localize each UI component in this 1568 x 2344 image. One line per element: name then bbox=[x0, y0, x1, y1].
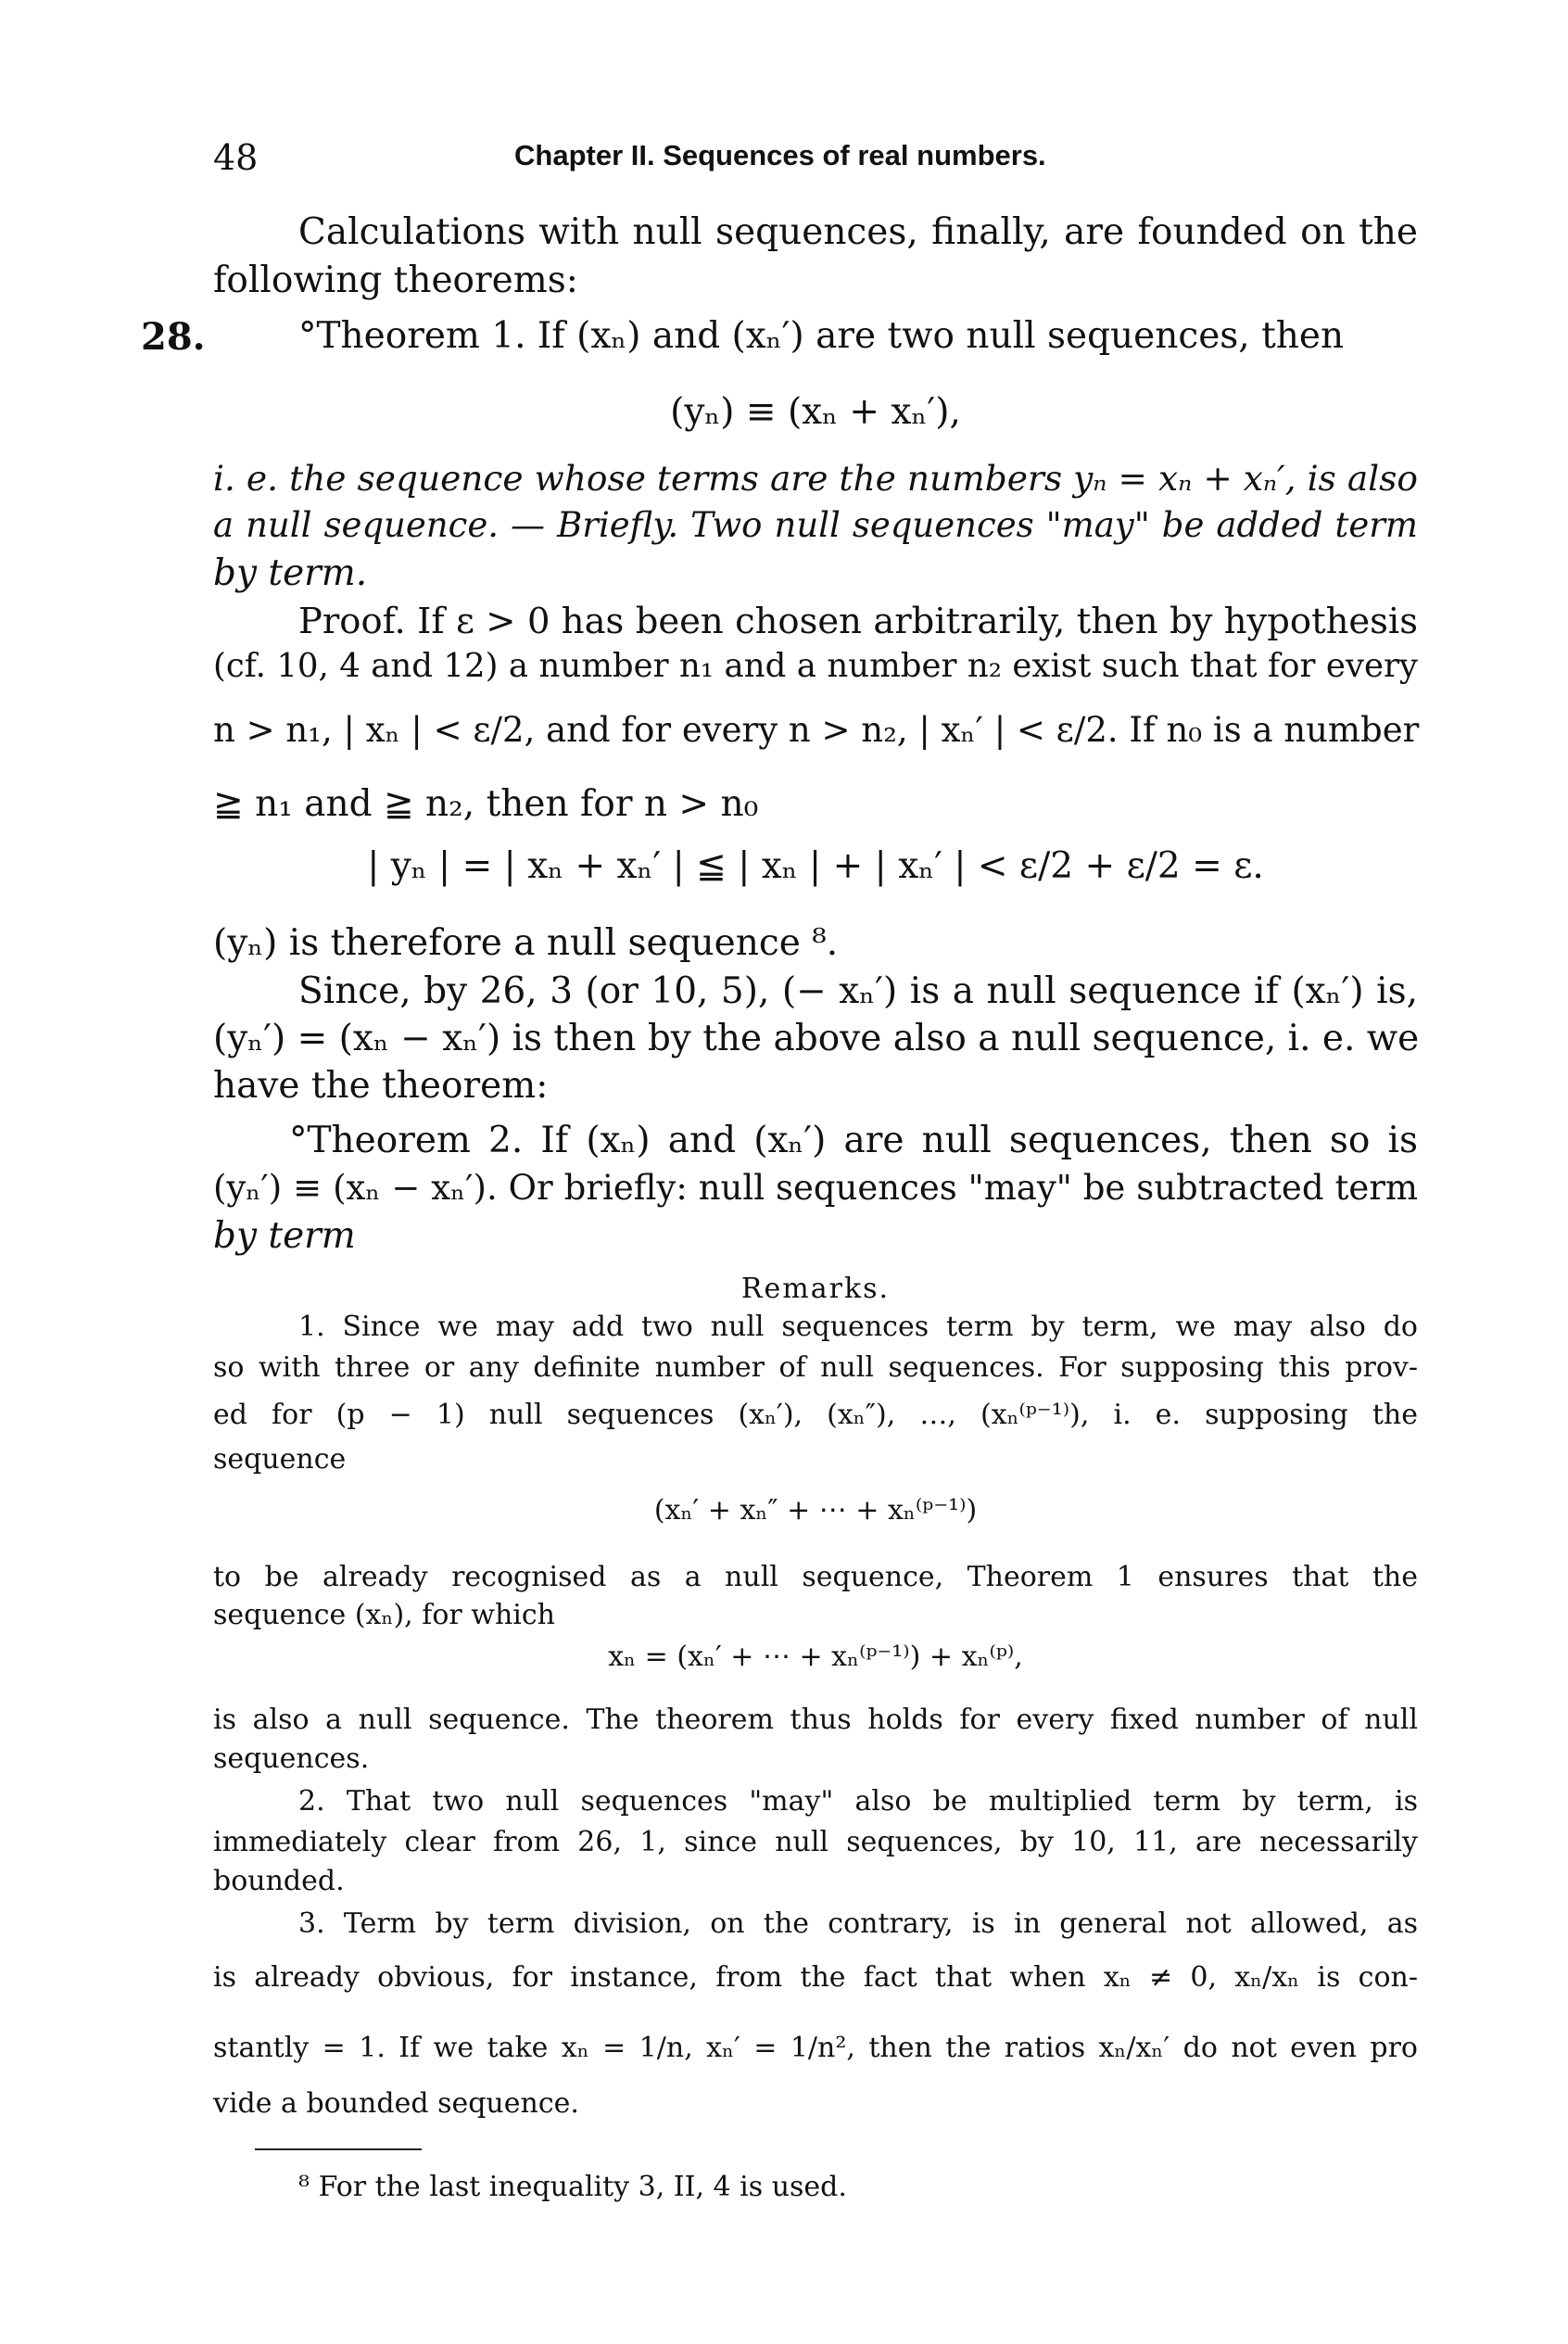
theorem2-line-3: by term bbox=[213, 1215, 356, 1257]
theorem1-formula: (yₙ) ≡ (xₙ + xₙ′), bbox=[670, 391, 961, 433]
page-number: 48 bbox=[213, 137, 259, 178]
since-line-3: have the theorem: bbox=[213, 1065, 549, 1107]
remarks-heading: Remarks. bbox=[740, 1273, 891, 1305]
remark1c-line-2: sequences. bbox=[213, 1742, 370, 1775]
intro-line-1: Calculations with null sequences, finally, are founded on the bbox=[298, 211, 1418, 253]
remark1-line-4: sequence bbox=[213, 1443, 347, 1476]
running-title: Chapter II. Sequences of real numbers. bbox=[514, 139, 1046, 171]
remark1-line-3: ed for (p − 1) null sequences (xₙ′), (xₙ″), …, (xₙ⁽ᵖ⁻¹⁾), i. e. supposing the bbox=[213, 1399, 1418, 1431]
remark3-line-1: 3. Term by term division, on the contrary, is in general not allowed, as bbox=[298, 1907, 1418, 1940]
theorem2-line-1: °Theorem 2. If (xₙ) and (xₙ′) are null sequences, then so is bbox=[289, 1120, 1418, 1161]
remark1b-line-1: to be already recognised as a null sequence, Theorem 1 ensures that the bbox=[213, 1561, 1418, 1593]
remark3-line-4: vide a bounded sequence. bbox=[213, 2087, 579, 2120]
theorem1-line-2: i. e. the sequence whose terms are the numbers yₙ = xₙ + xₙ′, is also bbox=[213, 458, 1418, 499]
theorem1-line-1: °Theorem 1. If (xₙ) and (xₙ′) are two null sequences, then bbox=[298, 315, 1345, 357]
theorem1-line-3: a null sequence. — Briefly. Two null sequences "may" be added term bbox=[213, 505, 1418, 545]
remark1-line-1: 1. Since we may add two null sequences term by term, we may also do bbox=[298, 1311, 1418, 1343]
remark3-line-3: stantly = 1. If we take xₙ = 1/n, xₙ′ = 1/n², then the ratios xₙ/xₙ′ do not even pro bbox=[213, 2032, 1418, 2064]
intro-line-2: following theorems: bbox=[213, 260, 578, 301]
since-line-2: (yₙ′) = (xₙ − xₙ′) is then by the above also a null sequence, i. e. we bbox=[213, 1018, 1420, 1059]
since-line-1: Since, by 26, 3 (or 10, 5), (− xₙ′) is a null sequence if (xₙ′) is, bbox=[298, 970, 1418, 1012]
remark1-formula-1: (xₙ′ + xₙ″ + ⋯ + xₙ⁽ᵖ⁻¹⁾) bbox=[653, 1494, 978, 1527]
section-number: 28. bbox=[141, 315, 206, 359]
proof-line-4: ≧ n₁ and ≧ n₂, then for n > n₀ bbox=[213, 783, 759, 825]
remark2-line-3: bounded. bbox=[213, 1865, 345, 1897]
remark1-formula-2: xₙ = (xₙ′ + ⋯ + xₙ⁽ᵖ⁻¹⁾) + xₙ⁽ᵖ⁾, bbox=[608, 1641, 1023, 1673]
remark2-line-2: immediately clear from 26, 1, since null sequences, by 10, 11, are necessarily bbox=[213, 1826, 1418, 1858]
remark2-line-1: 2. That two null sequences "may" also be multiplied term by term, is bbox=[298, 1785, 1418, 1818]
remark1-line-2: so with three or any definite number of null sequences. For supposing this prov- bbox=[213, 1351, 1418, 1384]
proof-line-1: Proof. If ε > 0 has been chosen arbitrarily, then by hypothesis bbox=[298, 601, 1418, 642]
proof-conclusion: (yₙ) is therefore a null sequence ⁸. bbox=[213, 922, 839, 964]
proof-line-3: n > n₁, | xₙ | < ε/2, and for every n > n₂, | xₙ′ | < ε/2. If n₀ is a number bbox=[213, 710, 1420, 750]
theorem2-line-2: (yₙ′) ≡ (xₙ − xₙ′). Or briefly: null sequences "may" be subtracted term bbox=[213, 1168, 1418, 1208]
proof-formula: | yₙ | = | xₙ + xₙ′ | ≦ | xₙ | + | xₙ′ | < ε/2 + ε/2 = ε. bbox=[367, 845, 1264, 887]
remark1c-line-1: is also a null sequence. The theorem thus holds for every fixed number of null bbox=[213, 1704, 1418, 1736]
remark3-line-2: is already obvious, for instance, from the fact that when xₙ ≠ 0, xₙ/xₙ is con- bbox=[213, 1961, 1418, 1994]
remark1b-line-2: sequence (xₙ), for which bbox=[213, 1599, 555, 1631]
theorem1-line-4: by term. bbox=[213, 552, 368, 594]
proof-line-2: (cf. 10, 4 and 12) a number n₁ and a number n₂ exist such that for every bbox=[213, 647, 1418, 685]
footnote-rule bbox=[255, 2148, 422, 2150]
footnote: ⁸ For the last inequality 3, II, 4 is used. bbox=[298, 2171, 847, 2203]
